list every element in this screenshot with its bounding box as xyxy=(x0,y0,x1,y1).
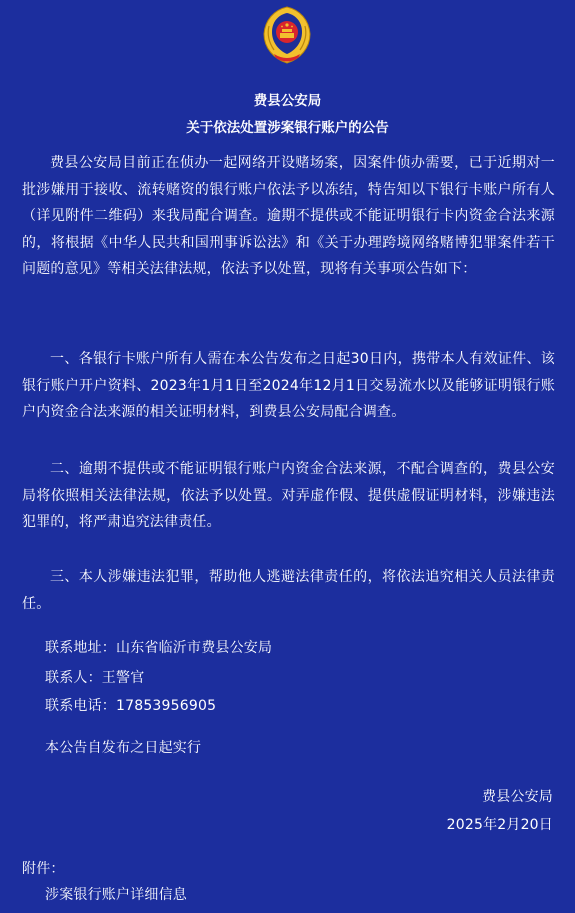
issuer-heading: 费县公安局 xyxy=(253,93,322,109)
attachment-item: 涉案银行账户详细信息 xyxy=(45,887,187,903)
effective-statement: 本公告自发布之日起实行 xyxy=(45,740,202,756)
item-paragraph-1: 一、各银行卡账户所有人需在本公告发布之日起30日内，携带本人有效证件、该银行账户开户资料、2023年1月1日至2024年12月1日交易流水以及能够证明银行账户内资金合法来源的相关证明材料，到费县公安局配合调查。 xyxy=(22,351,555,420)
item-paragraph-2: 二、逾期不提供或不能证明银行账户内资金合法来源，不配合调查的，费县公安局将依照相关法律法规，依法予以处置。对弄虚作假、提供虚假证明材料，涉嫌违法犯罪的，将严肃追究法律责任。 xyxy=(22,461,555,530)
contact-phone: 联系电话：17853956905 xyxy=(45,698,217,714)
contact-address: 联系地址：山东省临沂市费县公安局 xyxy=(45,640,273,656)
signature-date: 2025年2月20日 xyxy=(446,817,553,833)
item-paragraph-3: 三、本人涉嫌违法犯罪，帮助他人逃避法律责任的，将依法追究相关人员法律责任。 xyxy=(22,569,555,612)
notice-title: 关于依法处置涉案银行账户的公告 xyxy=(186,120,389,136)
signature-org: 费县公安局 xyxy=(482,789,553,805)
attachment-label: 附件： xyxy=(22,861,65,877)
contact-person: 联系人：王警官 xyxy=(45,670,145,686)
police-emblem-icon xyxy=(256,4,318,66)
intro-paragraph: 费县公安局目前正在侦办一起网络开设赌场案，因案件侦办需要，已于近期对一批涉嫌用于接收、流转赌资的银行账户依法予以冻结，特告知以下银行卡账户所有人（详见附件二维码）来我局配合调查。逾期不提供或不能证明银行卡内资金合法来源的，将根据《中华人民共和国刑事诉讼法》和《关于办理跨境网络赌博犯罪案件若干问题的意见》等相关法律法规，依法予以处置，现将有关事项公告如下： xyxy=(22,155,555,277)
